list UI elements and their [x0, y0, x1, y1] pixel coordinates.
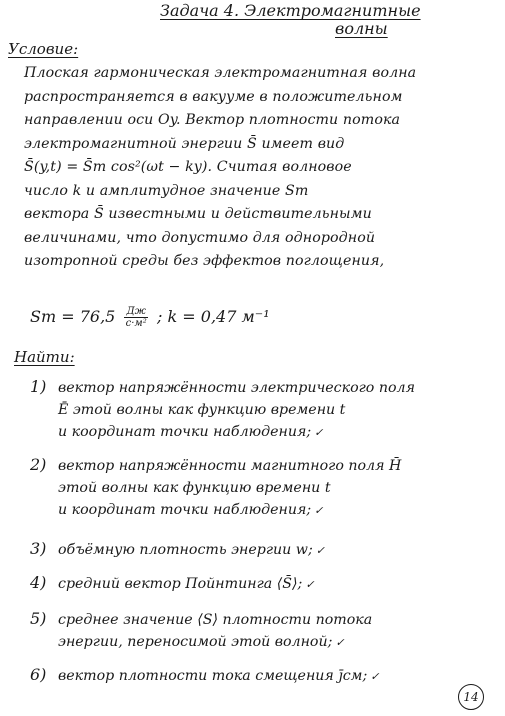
- condition-line: число k и амплитудное значение Sm: [24, 182, 309, 199]
- item-number: 4): [30, 573, 47, 592]
- sm-unit: [124, 306, 148, 329]
- item-number: 6): [30, 665, 47, 684]
- item-line: и координат точки наблюдения;: [58, 502, 312, 518]
- check-mark: ✓: [315, 544, 325, 557]
- condition-line: Плоская гармоническая электромагнитная волна: [24, 65, 417, 81]
- item-number: 2): [30, 455, 47, 474]
- title-line-2: волны: [335, 19, 388, 38]
- item-number: 1): [30, 377, 47, 396]
- item-line: средний вектор Пойнтинга ⟨S̄⟩;: [58, 576, 303, 592]
- condition-text: [24, 62, 490, 274]
- check-mark: ✓: [314, 504, 324, 517]
- find-heading: Найти:: [14, 348, 75, 366]
- check-mark: ✓: [305, 578, 315, 591]
- item-line: и координат точки наблюдения;: [58, 424, 312, 440]
- check-mark: ✓: [370, 670, 380, 683]
- find-item-6: [30, 664, 490, 688]
- item-number: 3): [30, 539, 47, 558]
- sm-unit-denominator: с·м²: [125, 318, 147, 329]
- item-line: вектор плотности тока смещения j̄см;: [58, 668, 368, 684]
- find-item-1: [30, 376, 490, 444]
- item-line: среднее значение ⟨S⟩ плотности потока: [58, 612, 373, 628]
- item-line: Ē этой волны как функцию времени t: [58, 402, 346, 418]
- condition-heading: Условие:: [8, 40, 79, 58]
- check-mark: ✓: [335, 636, 345, 649]
- given-values: [30, 306, 470, 329]
- sm-unit-numerator: Дж: [126, 306, 146, 317]
- condition-line: распространяется в вакууме в положительном: [24, 88, 403, 105]
- task-title: [160, 2, 460, 38]
- k-value: ; k = 0,47 м⁻¹: [157, 307, 270, 326]
- title-line-1: Задача 4. Электромагнитные: [160, 1, 421, 20]
- find-item-4: [30, 572, 490, 596]
- condition-line: направлении оси Oy. Вектор плотности потока: [24, 112, 401, 128]
- item-line: объёмную плотность энергии w;: [58, 542, 313, 558]
- condition-line: электромагнитной энергии S̄ имеет вид: [24, 135, 345, 152]
- sm-value: Sm = 76,5: [30, 307, 116, 326]
- find-item-3: [30, 538, 490, 562]
- item-number: 5): [30, 609, 47, 628]
- condition-line: вектора S̄ известными и действительными: [24, 206, 372, 222]
- find-item-5: [30, 608, 490, 654]
- item-line: энергии, переносимой этой волной;: [58, 634, 333, 650]
- condition-line: величинами, что допустимо для однородной: [24, 229, 376, 246]
- item-line: вектор напряжённости магнитного поля H̄: [58, 458, 402, 474]
- check-mark: ✓: [314, 426, 324, 439]
- page-number: 14: [458, 684, 484, 710]
- find-item-2: [30, 454, 490, 522]
- condition-line: изотропной среды без эффектов поглощения,: [24, 253, 385, 269]
- condition-line: S̄(y,t) = S̄m cos²(ωt − ky). Считая волновое: [24, 159, 352, 175]
- item-line: вектор напряжённости электрического поля: [58, 380, 415, 396]
- item-line: этой волны как функцию времени t: [58, 480, 331, 496]
